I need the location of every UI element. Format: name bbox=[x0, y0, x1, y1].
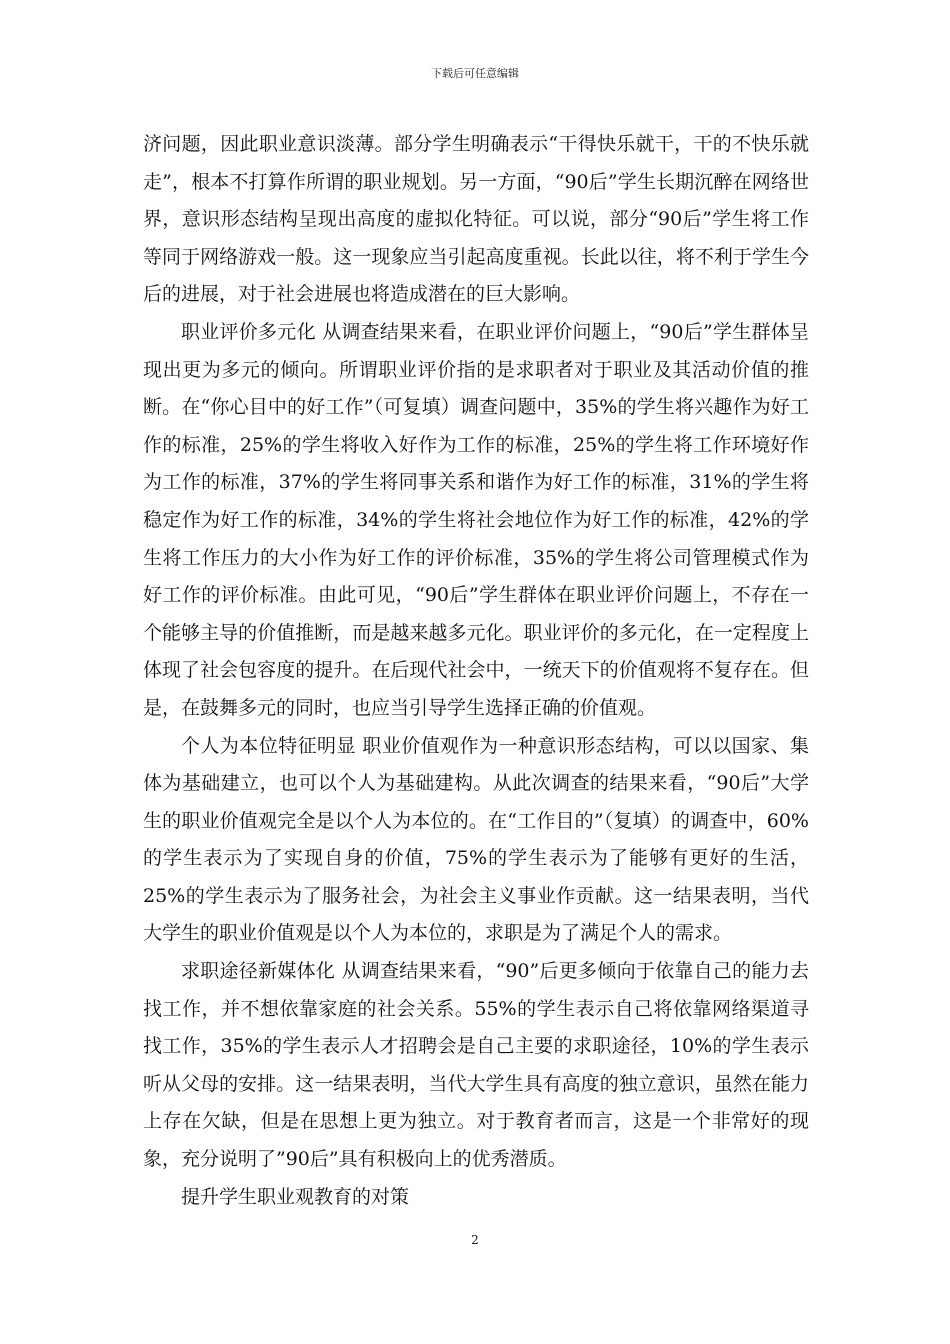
body-paragraph-2: 职业评价多元化 从调查结果来看，在职业评价问题上，“90后”学生群体呈现出更为多元的倾向。所谓职业评价指的是求职者对于职业及其活动价值的推断。在“你心目中的好工作”（可复填）调查问题中，35%的学生将兴趣作为好工作的标准，25%的学生将收入好作为工作的标准，25%的学生将工作环境好作为工作的标准，37%的学生将同事关系和谐作为好工作的标准，31%的学生将稳定作为好工作的标准，34%的学生将社会地位作为好工作的标准，42%的学生将工作压力的大小作为好工作的评价标准，35%的学生将公司管理模式作为好工作的评价标准。由此可见，“90后”学生群体在职业评价问题上，不存在一个能够主导的价值推断，而是越来越多元化。职业评价的多元化，在一定程度上体现了社会包容度的提升。在后现代社会中，一统天下的价值观将不复存在。但是，在鼓舞多元的同时，也应当引导学生选择正确的价值观。 bbox=[143, 320, 809, 719]
body-paragraph-4: 求职途径新媒体化 从调查结果来看，“90”后更多倾向于依靠自己的能力去找工作，并不想依靠家庭的社会关系。55%的学生表示自己将依靠网络渠道寻找工作，35%的学生表示人才招聘会是自己主要的求职途径，10%的学生表示听从父母的安排。这一结果表明，当代大学生具有高度的独立意识，虽然在能力上存在欠缺，但是在思想上更为独立。对于教育者而言，这是一个非常好的现象，充分说明了”90后”具有积极向上的优秀潜质。 bbox=[143, 960, 809, 1171]
body-paragraph-1: 济问题，因此职业意识淡薄。部分学生明确表示“干得快乐就干，干的不快乐就走”，根本不打算作所谓的职业规划。另一方面，“90后”学生长期沉醉在网络世界，意识形态结构呈现出高度的虚拟化特征。可以说，部分“90后”学生将工作等同于网络游戏一般。这一现象应当引起高度重视。长此以往，将不利于学生今后的进展，对于社会进展也将造成潜在的巨大影响。 bbox=[143, 133, 809, 306]
page-header: 下载后可任意编辑 bbox=[431, 67, 519, 80]
document-body bbox=[143, 126, 809, 1216]
body-paragraph-3: 个人为本位特征明显 职业价值观作为一种意识形态结构，可以以国家、集体为基础建立，也可以个人为基础建构。从此次调查的结果来看，“90后”大学生的职业价值观完全是以个人为本位的。在“工作目的”（复填）的调查中，60%的学生表示为了实现自身的价值，75%的学生表示为了能够有更好的生活，25%的学生表示为了服务社会，为社会主义事业作贡献。这一结果表明，当代大学生的职业价值观是以个人为本位的，求职是为了满足个人的需求。 bbox=[143, 734, 809, 945]
page-number: 2 bbox=[471, 1233, 479, 1247]
section-heading: 提升学生职业观教育的对策 bbox=[181, 1185, 410, 1208]
